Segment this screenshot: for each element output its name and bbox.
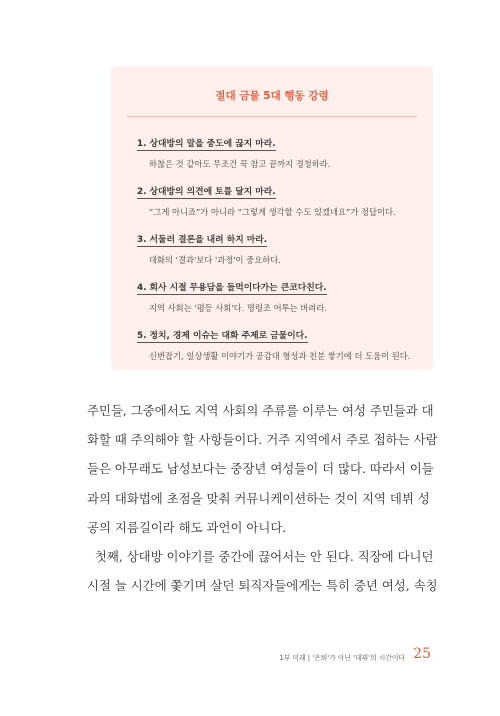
body-line: 첫째, 상대방 이야기를 중간에 끊어서는 안 된다. 직장에 다니던 [87,548,434,564]
body-line: 공의 지름길이라 해도 과언이 아니다. [87,519,287,535]
rule-detail: 대화의 '결과'보다 '과정'이 중요하다. [149,255,281,265]
rule-item [137,328,427,376]
body-line: 들은 아무래도 남성보다는 중장년 여성들이 더 많다. 따라서 이들 [87,461,434,477]
callout-divider [127,116,417,117]
rules-list [137,136,427,376]
running-head: 1부 미래 | '은퇴'가 아닌 '데뷔'의 시간이다 [279,654,405,662]
rule-detail: “그게 아니죠”가 아니라 “그렇게 생각할 수도 있겠네요”가 정답이다. [149,207,396,217]
body-line: 화할 때 주의해야 할 사항들이다. 거주 지역에서 주로 접하는 사람 [87,432,438,448]
rule-detail: 신변잡기, 일상생활 이야기가 공감대 형성과 친분 쌓기에 더 도움이 된다. [149,351,411,361]
rule-item [137,184,427,232]
rule-detail: 하찮은 것 같아도 무조건 꾹 참고 끝까지 경청하라. [149,159,331,169]
rule-heading: 2. 상대방의 의견에 토를 달지 마라. [137,184,276,199]
page-number: 25 [413,646,431,662]
body-line: 시절 늘 시간에 쫓기며 살던 퇴직자들에게는 특히 중년 여성, 속칭 [87,578,438,594]
rule-item [137,280,427,328]
rule-item [137,136,427,184]
rule-heading: 3. 서둘러 결론을 내려 하지 마라. [137,232,267,247]
rule-detail: 지역 사회는 '평등 사회'다. 명령조 어투는 버려라. [149,303,327,313]
body-line: 주민들, 그중에서도 지역 사회의 주류를 이루는 여성 주민들과 대 [87,403,434,418]
body-line: 과의 대화법에 초점을 맞춰 커뮤니케이션하는 것이 지역 데뷔 성 [87,490,430,506]
body-paragraphs [87,401,438,605]
rule-heading: 5. 정치, 경제 이슈는 대화 주제로 금물이다. [137,328,308,343]
callout-title: 절대 금물 5대 행동 강령 [215,90,329,102]
rules-callout-box [111,66,433,370]
rule-heading: 4. 회사 시절 무용담을 들먹이다가는 큰코다친다. [137,280,327,295]
rule-item [137,232,427,280]
rule-heading: 1. 상대방의 말을 중도에 끊지 마라. [137,136,276,151]
page-footer [279,646,431,666]
